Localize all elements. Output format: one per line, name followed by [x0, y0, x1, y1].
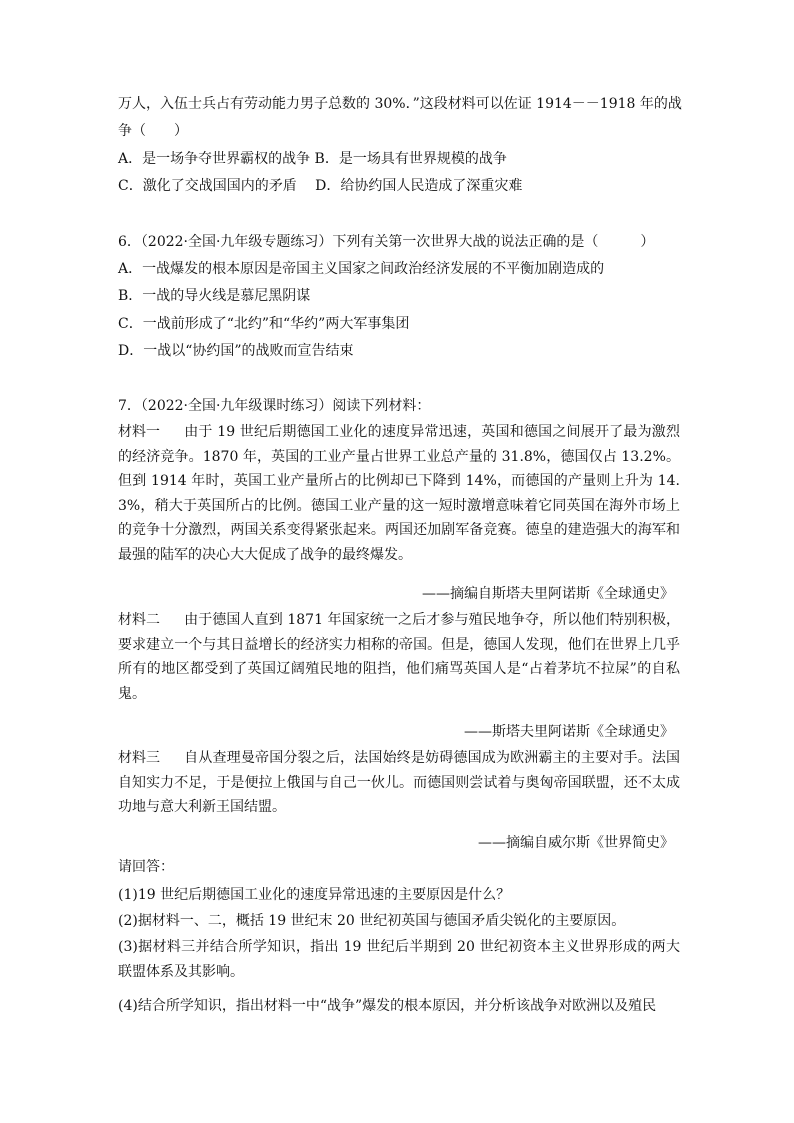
q7-material-1-label: 材料一	[118, 424, 160, 440]
q6-option-b: B．一战的导火线是慕尼黑阴谋	[118, 288, 311, 304]
q7-subquestion-2: (2)据材料一、二，概括 19 世纪末 20 世纪初英国与德国矛盾尖锐化的主要原因。	[118, 913, 626, 929]
q7-answer-prompt: 请回答：	[118, 859, 174, 875]
q5-options-ab: A．是一场争夺世界霸权的战争 B．是一场具有世界规模的战争	[118, 151, 507, 167]
q7-material-1-text: 由于 19 世纪后期德国工业化的速度异常迅速，英国和德国之间展开了最为激烈的经济竞争。1870 年，英国的工业产量占世界工业总产量的 31.8%，德国仅占 13.2%。但到 1914 年时，英国工业产量所占的比例却已下降到 14%，而德国的产量则上升为 14.3%，稍大于英国所占的比例。德国工业产量的这一短时激增意味着它同英国在海外市场上的竞争十分激烈，两国关系变得紧张起来。两国还加剧军备竞赛。德皇的建造强大的海军和最强的陆军的决心大大促成了战争的最终爆发。	[118, 424, 680, 563]
q7-subquestion-4: (4)结合所学知识，指出材料一中“战争”爆发的根本原因，并分析该战争对欧洲以及殖民	[118, 998, 657, 1014]
q7-material-2-source: ——斯塔夫里阿诺斯《全球通史》	[464, 724, 674, 740]
q6-stem: 6．（2022·全国·九年级专题练习）下列有关第一次世界大战的说法正确的是（ ）	[118, 234, 655, 250]
q6-option-c: C．一战前形成了“北约”和“华约”两大军事集团	[118, 316, 410, 332]
q6-option-a: A．一战爆发的根本原因是帝国主义国家之间政治经济发展的不平衡加剧造成的	[118, 261, 605, 277]
q6-option-d: D．一战以“协约国”的战败而宣告结束	[118, 343, 354, 359]
q7-subquestion-3: (3)据材料三并结合所学知识，指出 19 世纪后半期到 20 世纪初资本主义世界形成的两大联盟体系及其影响。	[118, 939, 680, 980]
q7-stem: 7．（2022·全国·九年级课时练习）阅读下列材料：	[118, 398, 431, 414]
q7-material-3-text: 自从查理曼帝国分裂之后，法国始终是妨碍德国成为欧洲霸主的主要对手。法国自知实力不足，于是便拉上俄国与自己一伙儿。而德国则尝试着与奥匈帝国联盟，还不太成功地与意大利新王国结盟。	[118, 750, 680, 815]
q7-material-1	[118, 420, 680, 567]
q7-material-2-text: 由于德国人直到 1871 年国家统一之后才参与殖民地争夺，所以他们特别积极，要求建立一个与其日益增长的经济实力相称的帝国。但是，德国人发现，他们在世界上几乎所有的地区都受到了英国辽阔殖民地的阻挡，他们痛骂英国人是“占着茅坑不拉屎”的自私鬼。	[118, 612, 680, 702]
q7-material-3-label: 材料三	[118, 750, 160, 766]
q7-material-1-source: ——摘编自斯塔夫里阿诺斯《全球通史》	[422, 586, 674, 602]
q7-material-2-label: 材料二	[118, 612, 160, 628]
q5-stem-line1: 万人，入伍士兵占有劳动能力男子总数的 30%．”这段材料可以佐证 1914－－1918 年的战	[118, 96, 682, 112]
q7-material-2	[118, 608, 680, 706]
q5-options-cd: C．激化了交战国国内的矛盾 D．给协约国人民造成了深重灾难	[118, 178, 523, 194]
q7-subquestion-1: (1)19 世纪后期德国工业化的速度异常迅速的主要原因是什么？	[118, 887, 511, 903]
q5-stem-line2: 争（ ）	[118, 123, 188, 139]
q7-material-3	[118, 746, 680, 820]
q7-material-3-source: ——摘编自威尔斯《世界简史》	[478, 835, 674, 851]
